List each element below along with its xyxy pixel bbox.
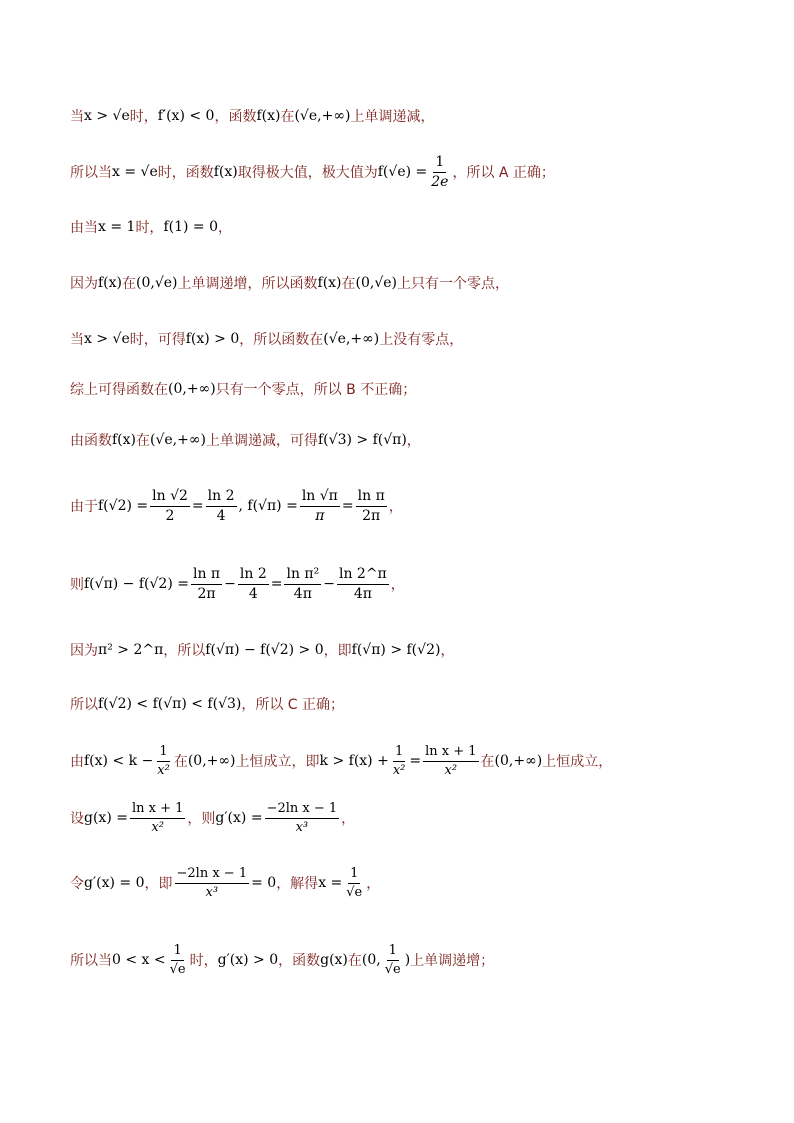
math-expr: f(x)	[317, 275, 342, 291]
fraction: $\frac{\text{ln x + 1}}{\text{x²}}$	[425, 743, 477, 778]
solution-line-12: 由 f(x) < k − $\frac{1}{\text{x²}}$ 在 (0,+∞) 上恒成立，即 k > f(x) + $\frac{1}{\text{x²}}$ = $\frac{\text{ln x + 1}}{\text{x²}}$ 在 (0,+∞) 上恒成立，	[70, 743, 613, 778]
math-expr: f(x)	[213, 164, 238, 180]
solution-line-2: 所以当 x = √e 时，函数 f(x) 取得极大值，极大值为 f(√e) = $\frac{1}{2e}$ ，所以 A 正确；	[70, 153, 555, 190]
math-expr: (0,+∞)	[187, 753, 236, 769]
math-expr: x > √e	[84, 108, 130, 124]
math-expr: (0,+∞)	[494, 753, 543, 769]
fraction: $\frac{1}{√e}$	[346, 865, 363, 900]
math-expr: f′(x) < 0	[157, 108, 215, 124]
fraction: $\frac{\text{ln π}}{2\pi}$	[192, 565, 221, 602]
fraction: $\frac{\ln √2}{2}$	[152, 487, 188, 524]
solution-line-6: 综上可得函数在 (0,+∞) 只有一个零点，所以 B 不正确；	[70, 381, 417, 398]
solution-line-14: 令 g′(x) = 0 ，即 $\frac{\text{−2ln x − 1}}{\text{x³}}$ = 0 ，解得 x = $\frac{1}{√e}$ ，	[70, 865, 381, 900]
fraction: $\frac{1}{\text{x²}}$	[157, 743, 170, 778]
solution-line-7: 由函数 f(x) 在 (√e,+∞) 上单调递减，可得 f(√3) > f(√π) ，	[70, 432, 421, 449]
solution-line-1: 当 x > √e 时， f′(x) < 0 ，函数 f(x) 在 (√e,+∞) 上单调递减，	[70, 108, 435, 125]
math-expr: π² > 2^π	[98, 642, 164, 658]
math-expr: g′(x) = 0	[84, 875, 145, 891]
math-expr: f(√e) =	[377, 164, 428, 180]
fraction: $\frac{1}{2e}$	[431, 153, 449, 190]
solution-line-10: 因为 π² > 2^π ，所以 f(√π) − f(√2) > 0 ，即 f(√π) > f(√2) ，	[70, 642, 455, 659]
math-expr: x = √e	[112, 164, 158, 180]
math-expr: f(x)	[98, 275, 123, 291]
fraction: $\frac{\ln √\pi}{\pi}$	[301, 487, 338, 524]
math-expr: (0,+∞)	[168, 381, 216, 397]
math-expr: f(1) = 0	[163, 219, 218, 235]
math-expr: g′(x) > 0	[217, 952, 279, 968]
solution-line-5: 当 x > √e 时，可得 f(x) > 0 ，所以函数在 (√e,+∞) 上没有零点，	[70, 331, 464, 348]
fraction: $\frac{\ln 2}{4}$	[239, 565, 267, 602]
math-expr: f(√2) < f(√π) < f(√3)	[98, 696, 242, 712]
math-expr: f(√2) =	[98, 498, 149, 514]
math-expr: (√e,+∞)	[294, 108, 351, 124]
math-expr: k > f(x) +	[319, 753, 389, 769]
math-expr: (√e,+∞)	[323, 331, 380, 347]
math-expr: f(√π) − f(√2) =	[84, 576, 189, 592]
solution-line-9: 则 f(√π) − f(√2) = $\frac{\text{ln π}}{2\pi}$ − $\frac{\ln 2}{4}$ = $\frac{\text{ln π²}}{4\pi}$ − $\frac{\ln 2\^{}\pi}{4\pi}$ ，	[70, 565, 405, 602]
math-expr: f(x)	[112, 432, 137, 448]
math-expr: 0 < x <	[112, 952, 166, 968]
solution-line-8: 由于 f(√2) = $\frac{\ln √2}{2}$ = $\frac{\ln 2}{4}$ , f(√π) = $\frac{\ln √\pi}{\pi}$ = $\frac{\text{ln π}}{2\pi}$ ，	[70, 487, 403, 524]
fraction: $\frac{\text{ln π²}}{4\pi}$	[286, 565, 320, 602]
math-expr: f(x) < k −	[84, 753, 154, 769]
math-expr: (√e,+∞)	[150, 432, 206, 448]
math-expr: x = 1	[98, 219, 136, 235]
fraction: $\frac{\text{−2ln x − 1}}{\text{x³}}$	[266, 800, 338, 835]
fraction: $\frac{\ln 2\^{}\pi}{4\pi}$	[338, 565, 387, 602]
fraction: $\frac{1}{\text{x²}}$	[392, 743, 406, 778]
solution-line-11: 所以 f(√2) < f(√π) < f(√3) ，所以 C 正确；	[70, 696, 345, 713]
fraction: $\frac{\text{−2ln x − 1}}{\text{x³}}$	[176, 865, 248, 900]
fraction: $\frac{\ln 2}{4}$	[207, 487, 235, 524]
math-expr: f(√π) > f(√2)	[351, 642, 441, 658]
math-expr: x > √e	[84, 331, 130, 347]
fraction: $\frac{\text{ln x + 1}}{\text{x²}}$	[131, 800, 184, 835]
solution-line-13: 设 g(x) = $\frac{\text{ln x + 1}}{\text{x²}}$ ，则 g′(x) = $\frac{\text{−2ln x − 1}}{\text{x³}}$ ，	[70, 800, 356, 835]
math-expr: f(x) > 0	[185, 331, 240, 347]
math-expr: g(x) =	[84, 810, 128, 826]
math-expr: f(√π) − f(√2) > 0	[205, 642, 324, 658]
fraction: $\frac{\text{ln π}}{2\pi}$	[357, 487, 385, 524]
fraction: $\frac{1}{√e}$	[169, 942, 186, 977]
math-expr: (0,√e)	[355, 275, 398, 291]
math-expr: f(√3) > f(√π)	[318, 432, 407, 448]
solution-line-3: 由当 x = 1 时， f(1) = 0 ，	[70, 219, 232, 236]
math-expr: g′(x) =	[215, 810, 263, 826]
math-expr: g(x)	[320, 952, 348, 968]
math-expr: (0,√e)	[136, 275, 178, 291]
solution-line-15: 所以当 0 < x < $\frac{1}{√e}$ 时， g′(x) > 0 ，函数 g(x) 在 (0, $\frac{1}{√e}$ ) 上单调递增；	[70, 942, 495, 977]
solution-line-4: 因为 f(x) 在 (0,√e) 上单调递增，所以函数 f(x) 在 (0,√e) 上只有一个零点，	[70, 275, 510, 292]
math-expr: f(x)	[256, 108, 281, 124]
fraction: $\frac{1}{√e}$	[384, 942, 401, 977]
